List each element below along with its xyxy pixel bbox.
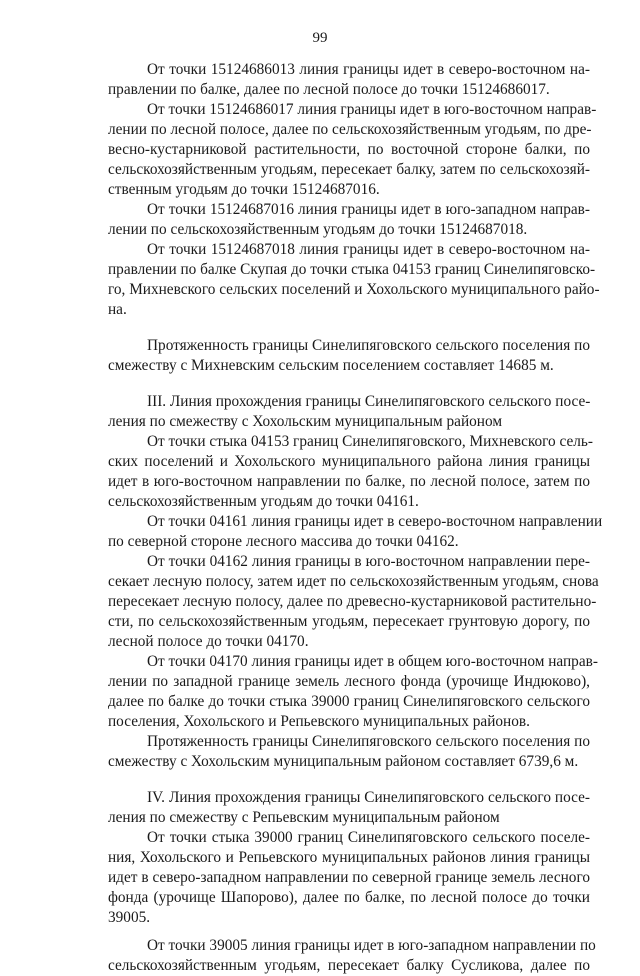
text-line: От точки 04162 линия границы в юго-восточном направлении пере- — [147, 553, 590, 570]
text-line: го, Михневского сельских поселений и Хохольского муниципального райо- — [108, 281, 600, 298]
text-line: поселения, Хохольского и Репьевского муниципальных районов. — [108, 713, 530, 730]
text-line: секает лесную полосу, затем идет по сельскохозяйственным угодьям, снова — [108, 573, 599, 590]
text-line: ственным угодьям до точки 15124687016. — [108, 181, 380, 198]
text-line: ния, Хохольского и Репьевского муниципальных районов линия границы — [108, 849, 590, 866]
text-line: на. — [108, 301, 127, 318]
text-line: От точки стыка 04153 границ Синелипяговского, Михневского сель- — [147, 433, 593, 450]
page-number: 99 — [312, 30, 328, 46]
text-line: лении по лесной полосе, далее по сельскохозяйственным угодьям, по дре- — [108, 121, 592, 138]
text-line: идет в юго-восточном направлении по балке, по лесной полосе, затем по — [108, 473, 590, 490]
text-line: 39005. — [108, 909, 151, 926]
section-heading — [108, 788, 590, 828]
text-line: III. Линия прохождения границы Синелипяговского сельского посе- — [147, 393, 591, 410]
paragraph — [108, 512, 603, 552]
document-body — [108, 60, 603, 976]
text-line: фонда (урочище Шапорово), далее по балке, по лесной полосе до точки — [108, 889, 590, 906]
text-line: смежеству с Хохольским муниципальным районом составляет 6739,6 м. — [108, 753, 579, 770]
text-line: по северной стороне лесного массива до точки 04162. — [108, 533, 459, 550]
paragraph — [108, 552, 599, 652]
paragraph — [108, 432, 593, 512]
text-line: лении по сельскохозяйственным угодьям до точки 15124687018. — [108, 221, 528, 238]
text-line: От точки 15124686017 линия границы идет в юго-восточном направ- — [147, 101, 597, 118]
text-line: пересекает лесную полосу, далее по древесно-кустарниковой растительно- — [108, 593, 597, 610]
text-line: далее по балке до точки стыка 39000 границ Синелипяговского сельского — [108, 693, 590, 710]
text-line: смежеству с Михневским сельским поселением составляет 14685 м. — [108, 357, 554, 374]
text-line: весно-кустарниковой растительности, по восточной стороне балки, по — [108, 141, 590, 158]
text-line: идет в северо-западном направлении по северной границе земель лесного — [108, 869, 590, 886]
text-line: сти, по сельскохозяйственным угодьям, пересекает грунтовую дорогу, по — [108, 613, 590, 630]
text-line: сельскохозяйственным угодьям, пересекает балку, затем по сельскохозяй- — [108, 161, 590, 178]
text-line: правлении по балке, далее по лесной полосе до точки 15124686017. — [108, 81, 550, 98]
paragraph — [108, 732, 590, 772]
text-line: Протяженность границы Синелипяговского сельского поселения по — [147, 733, 590, 750]
text-line: От точки 15124686013 линия границы идет в северо-восточном на- — [147, 61, 590, 78]
text-line: От точки 39005 линия границы идет в юго-западном направлении по — [147, 937, 596, 954]
text-line: От точки 04161 линия границы идет в северо-восточном направлении — [147, 513, 603, 530]
text-line: От точки 15124687018 линия границы идет в северо-восточном на- — [147, 241, 590, 258]
paragraph — [108, 936, 596, 976]
text-line: правлении по балке Скупая до точки стыка 04153 границ Синелипяговско- — [108, 261, 596, 278]
text-line: От точки 04170 линия границы идет в общем юго-восточном направ- — [147, 653, 598, 670]
text-line: Протяженность границы Синелипяговского сельского поселения по — [147, 337, 590, 354]
text-line: ления по смежеству с Репьевским муниципальным районом — [108, 809, 500, 826]
text-line: От точки 15124687016 линия границы идет в юго-западном направ- — [147, 201, 590, 218]
paragraph-gap — [108, 320, 590, 336]
text-line: сельскохозяйственным угодьям до точки 04161. — [108, 493, 419, 510]
paragraph-gap — [108, 772, 590, 788]
text-line: лесной полосе до точки 04170. — [108, 633, 309, 650]
text-line: лении по западной границе земель лесного фонда (урочище Индюково), — [108, 673, 590, 690]
text-line: IV. Линия прохождения границы Синелипяговского сельского посе- — [147, 789, 590, 806]
paragraph — [108, 828, 590, 928]
section-heading — [108, 392, 590, 432]
text-line: От точки стыка 39000 границ Синелипяговского сельского поселе- — [147, 829, 590, 846]
paragraph — [108, 240, 600, 320]
text-line: сельскохозяйственным угодьям, пересекает балку Сусликова, далее по — [108, 957, 590, 974]
paragraph-gap — [108, 376, 590, 392]
paragraph — [108, 200, 590, 240]
paragraph-gap — [108, 928, 590, 936]
text-line: ления по смежеству с Хохольским муниципальным районом — [108, 413, 503, 430]
paragraph — [108, 60, 590, 100]
paragraph — [108, 100, 597, 200]
text-line: ских поселений и Хохольского муниципального района линия границы — [108, 453, 590, 470]
paragraph — [108, 336, 590, 376]
paragraph — [108, 652, 598, 732]
